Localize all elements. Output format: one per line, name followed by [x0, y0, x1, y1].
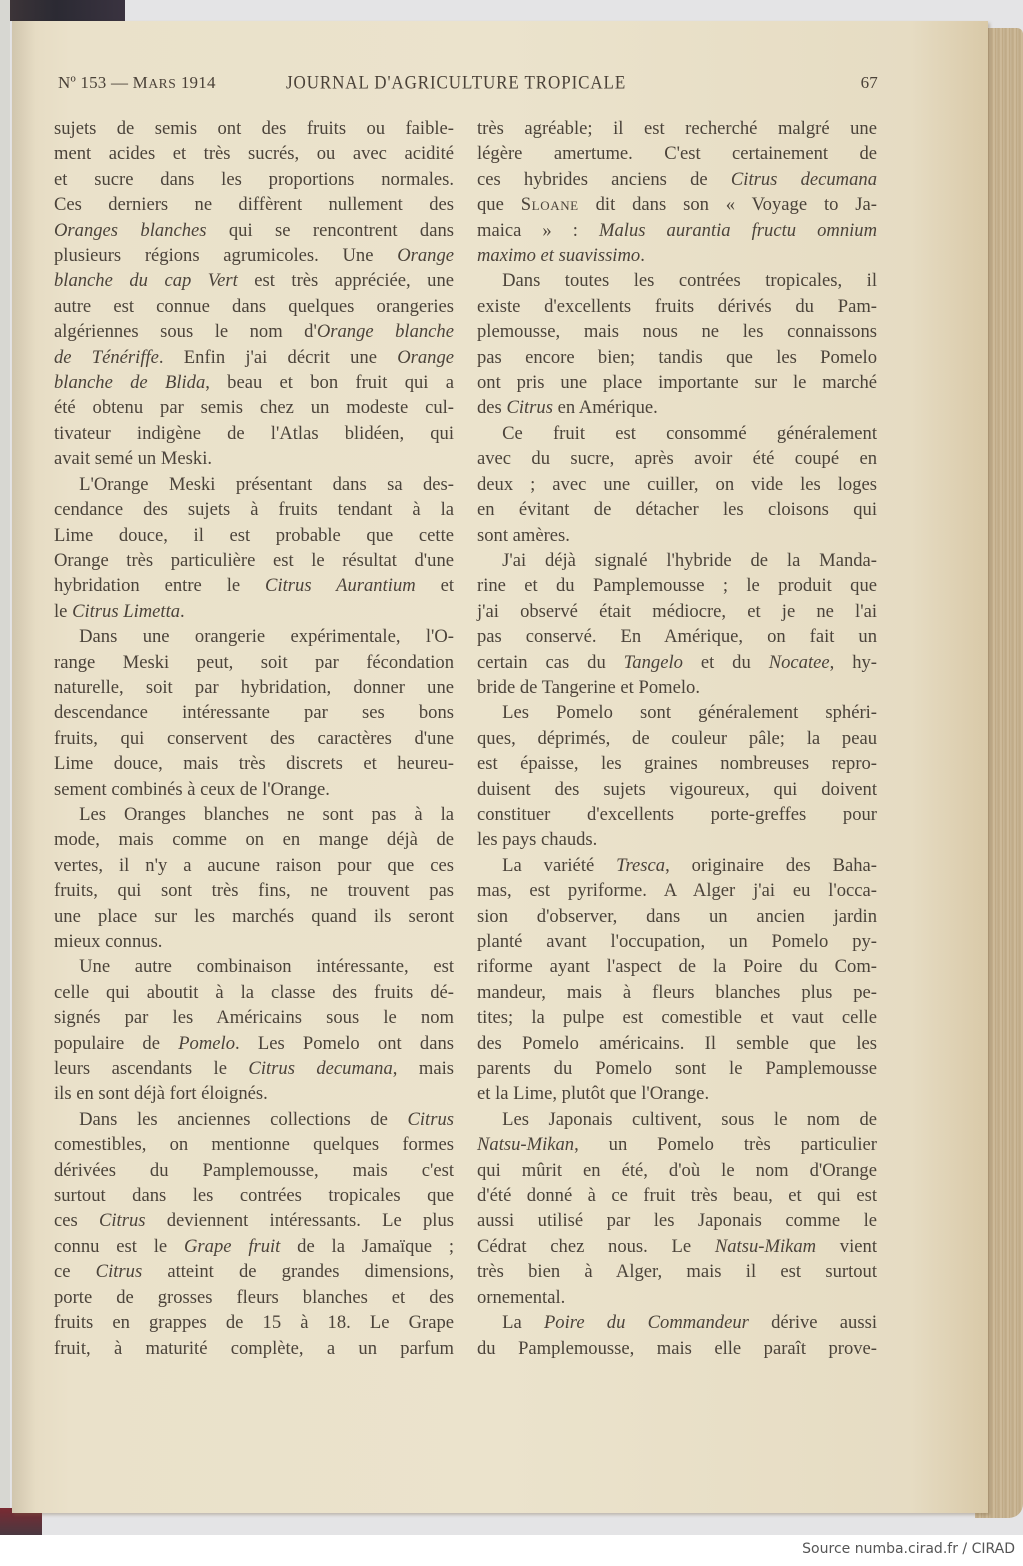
text-line: connu est le Grape fruit de la Jamaïque ; — [54, 1235, 454, 1257]
text-line: légère amertume. C'est certainement de — [477, 143, 877, 165]
text-line: sement combinés à ceux de l'Orange. — [54, 778, 330, 800]
issue-number: Nº 153 — — [58, 73, 133, 92]
text-line: Natsu-Mikan, un Pomelo très particulier — [477, 1134, 877, 1156]
text-line: populaire de Pomelo. Les Pomelo ont dans — [54, 1032, 454, 1054]
text-line: très bien à Alger, mais il est surtout — [477, 1261, 877, 1283]
text-line: tivateur indigène de l'Atlas blidéen, qui — [54, 422, 454, 444]
text-line: naturelle, soit par hybridation, donner une — [54, 676, 454, 698]
text-line: blanche du cap Vert est très appréciée, une — [54, 270, 454, 292]
text-line: pas encore bien; tandis que les Pomelo — [477, 346, 877, 368]
text-line: avec du sucre, après avoir été coupé en — [477, 448, 877, 470]
issue-info — [58, 73, 216, 93]
text-line: sont amères. — [477, 524, 570, 546]
text-line: pas conservé. En Amérique, on fait un — [477, 626, 877, 648]
text-line: du Pamplemousse, mais elle paraît prove- — [477, 1337, 877, 1359]
text-line: des Citrus en Amérique. — [477, 397, 658, 419]
text-line: vertes, il n'y a aucune raison pour que ces — [54, 854, 454, 876]
text-line: deux ; avec une cuiller, on vide les loges — [477, 473, 877, 495]
text-line: et la Lime, plutôt que l'Orange. — [477, 1083, 710, 1105]
text-line: certain cas du Tangelo et du Nocatee, hy- — [477, 651, 877, 673]
text-line: fruit, à maturité complète, a un parfum — [54, 1337, 454, 1359]
scan-edge-top — [10, 0, 125, 21]
text-line: ont pris une place importante sur le marché — [477, 372, 877, 394]
text-line: blanche de Blida, beau et bon fruit qui a — [54, 372, 454, 394]
text-line: maximo et suavissimo. — [477, 245, 645, 267]
text-line: La Poire du Commandeur dérive aussi — [502, 1312, 877, 1334]
binding-strip — [0, 0, 10, 1508]
text-line: mandeur, mais à fleurs blanches plus pe- — [477, 981, 877, 1003]
text-line: aussi utilisé par les Japonais comme le — [477, 1210, 877, 1232]
text-line: tites; la pulpe est comestible et vaut celle — [477, 1007, 877, 1029]
text-line: j'ai observé était médiocre, et je ne l'ai — [477, 600, 877, 622]
text-line: bride de Tangerine et Pomelo. — [477, 676, 700, 698]
text-line: descendance intéressante par ses bons — [54, 702, 454, 724]
text-line: surtout dans les contrées tropicales que — [54, 1185, 454, 1207]
text-line: plemousse, mais nous ne les connaissons — [477, 321, 877, 343]
text-line: ces Citrus deviennent intéressants. Le plus — [54, 1210, 454, 1232]
text-line: d'été donné à ce fruit très beau, et qui est — [477, 1185, 877, 1207]
text-line: rine et du Pamplemousse ; le produit que — [477, 575, 877, 597]
page-number: 67 — [860, 73, 878, 92]
text-line: est épaisse, les graines nombreuses repro- — [477, 753, 877, 775]
text-line: duisent des sujets vigoureux, qui doivent — [477, 778, 877, 800]
right-column — [477, 116, 877, 1361]
text-line: Les Pomelo sont généralement sphéri- — [502, 702, 877, 724]
text-line: leurs ascendants le Citrus decumana, mais — [54, 1058, 454, 1080]
text-line: ment acides et très sucrés, ou avec acidité — [54, 143, 454, 165]
text-line: Lime douce, mais très discrets et heureu- — [54, 753, 454, 775]
text-line: Dans toutes les contrées tropicales, il — [502, 270, 877, 292]
running-head — [58, 73, 878, 97]
left-column — [54, 116, 454, 1361]
gutter-shadow — [12, 21, 36, 1513]
text-line: Lime douce, il est probable que cette — [54, 524, 454, 546]
text-line: Oranges blanches qui se rencontrent dans — [54, 219, 454, 241]
text-line: plusieurs régions agrumicoles. Une Orange — [54, 245, 454, 267]
text-line: et sucre dans les proportions normales. — [54, 168, 454, 190]
text-line: Les Japonais cultivent, sous le nom de — [502, 1108, 877, 1130]
source-credit: Source numba.cirad.fr / CIRAD — [802, 1541, 1015, 1557]
text-line: avait semé un Meski. — [54, 448, 213, 470]
issue-year: 1914 — [176, 73, 216, 92]
text-line: riforme ayant l'aspect de la Poire du Com- — [477, 956, 877, 978]
text-line: celle qui aboutit à la classe des fruits dé- — [54, 981, 454, 1003]
text-line: ils en sont déjà fort éloignés. — [54, 1083, 268, 1105]
text-line: parents du Pomelo sont le Pamplemousse — [477, 1058, 877, 1080]
text-line: qui mûrit en été, d'où le nom d'Orange — [477, 1159, 877, 1181]
text-line: été obtenu par semis chez un modeste cul- — [54, 397, 454, 419]
text-line: L'Orange Meski présentant dans sa des- — [79, 473, 454, 495]
text-line: constituer d'excellents porte-greffes pour — [477, 803, 877, 825]
text-line: maica » : Malus aurantia fructu omnium — [477, 219, 878, 241]
text-line: ces hybrides anciens de Citrus decumana — [477, 168, 877, 190]
text-line: porte de grosses fleurs blanches et des — [54, 1286, 454, 1308]
text-line: comestibles, on mentionne quelques formes — [54, 1134, 454, 1156]
text-line: La variété Tresca, originaire des Baha- — [502, 854, 877, 876]
text-line: mieux connus. — [54, 931, 163, 952]
text-line: dérivées du Pamplemousse, mais c'est — [54, 1159, 454, 1181]
text-line: en évitant de détacher les cloisons qui — [477, 499, 877, 521]
text-line: ornemental. — [477, 1286, 566, 1308]
text-line: Dans une orangerie expérimentale, l'O- — [79, 626, 454, 648]
text-line: que Sloane dit dans son « Voyage to Ja- — [477, 194, 877, 216]
text-line: range Meski peut, soit par fécondation — [54, 651, 454, 673]
text-line: fruits, qui conservent des caractères d'une — [54, 727, 454, 749]
text-line: fruits, qui sont très fins, ne trouvent pas — [54, 880, 454, 902]
text-line: les pays chauds. — [477, 829, 598, 851]
text-line: mode, mais comme on en mange déjà de — [54, 829, 454, 851]
text-line: des Pomelo américains. Il semble que les — [477, 1032, 877, 1054]
text-line: ce Citrus atteint de grandes dimensions, — [54, 1261, 455, 1283]
text-line: sion d'observer, dans un ancien jardin — [477, 905, 877, 927]
text-line: ques, déprimés, de couleur pâle; la peau — [477, 727, 877, 749]
text-line: fruits en grappes de 15 à 18. Le Grape — [54, 1312, 454, 1334]
text-line: Orange très particulière est le résultat d'une — [54, 549, 454, 571]
text-line: J'ai déjà signalé l'hybride de la Manda- — [502, 549, 877, 571]
text-line: sujets de semis ont des fruits ou faible- — [54, 118, 454, 139]
text-line: algériennes sous le nom d'Orange blanche — [54, 321, 454, 343]
journal-title: JOURNAL D'AGRICULTURE TROPICALE — [286, 71, 627, 94]
text-line: Ces derniers ne diffèrent nullement des — [54, 194, 454, 216]
text-line: mas, est pyriforme. A Alger j'ai eu l'occa- — [477, 880, 877, 902]
text-line: existe d'excellents fruits dérivés du Pam- — [477, 295, 877, 317]
text-line: Les Oranges blanches ne sont pas à la — [79, 803, 454, 825]
text-line: Cédrat chez nous. Le Natsu-Mikam vient — [477, 1235, 877, 1257]
issue-month: MARS — [132, 73, 177, 92]
text-line: planté avant l'occupation, un Pomelo py- — [477, 931, 877, 952]
text-line: hybridation entre le Citrus Aurantium et — [54, 575, 455, 597]
text-line: de Ténériffe. Enfin j'ai décrit une Orange — [54, 346, 454, 368]
text-line: Ce fruit est consommé généralement — [502, 422, 877, 444]
text-line: cendance des sujets à fruits tendant à la — [54, 499, 454, 521]
text-line: autre est connue dans quelques orangeries — [54, 295, 454, 317]
text-line: Dans les anciennes collections de Citrus — [79, 1108, 454, 1130]
text-line: Une autre combinaison intéressante, est — [79, 956, 454, 978]
text-line: très agréable; il est recherché malgré une — [477, 118, 877, 139]
text-line: le Citrus Limetta. — [54, 600, 185, 622]
text-line: signés par les Américains sous le nom — [54, 1007, 454, 1029]
text-line: une place sur les marchés quand ils seront — [54, 905, 454, 927]
